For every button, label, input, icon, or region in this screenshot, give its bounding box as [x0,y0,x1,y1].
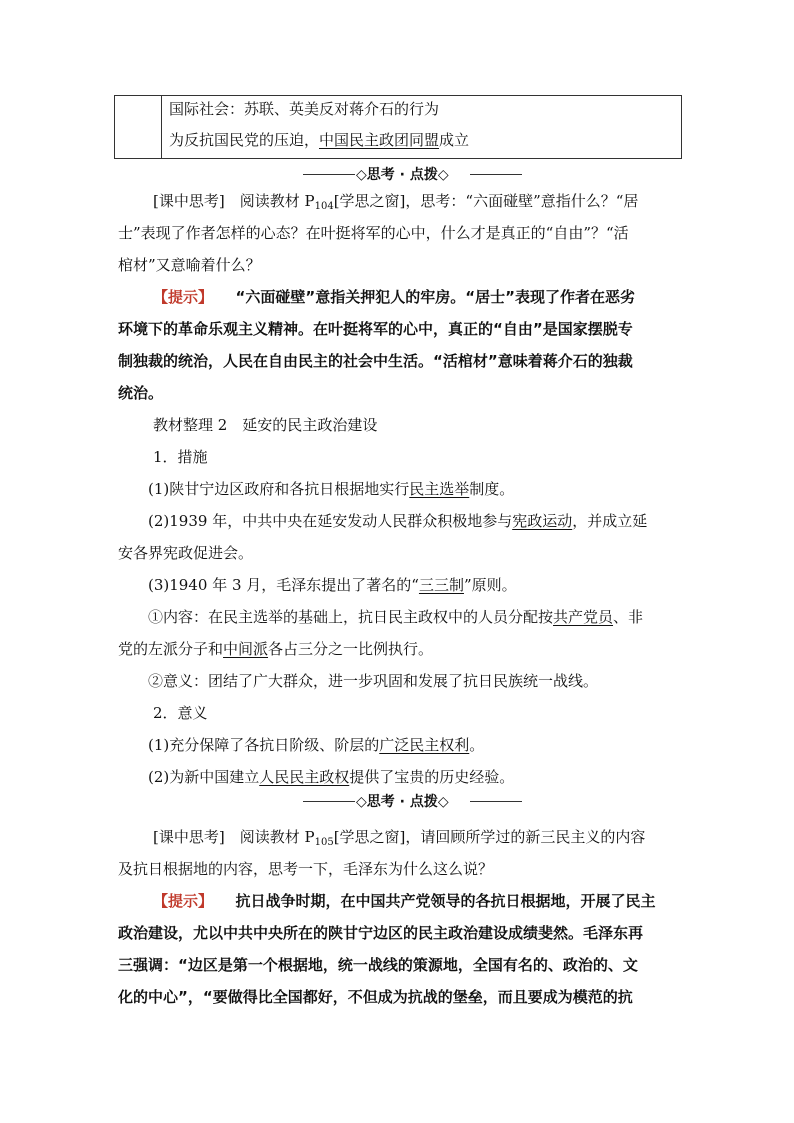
significance-item-1: (1)充分保障了各抗日阶级、阶层的广泛民主权利。 [148,736,485,754]
underlined-term: 中国民主政团同盟 [319,131,440,149]
answer-1-line-1: 【提示】 “六面碰壁”意指关押犯人的牢房。“居士”表现了作者在恶劣 [153,288,635,306]
underlined-term: 三三制 [418,576,464,594]
question-1-line-2: 士”表现了作者怎样的心态？在叶挺将军的心中，什么才是真正的“自由”？“活 [118,224,629,242]
content-point: ①内容：在民主选举的基础上，抗日民主政权中的人员分配按共产党员、非 [148,608,644,626]
answer-2-line-4: 化的中心”，“要做得比全国都好，不但成为抗战的堡垒，而且要成为模范的抗 [118,988,633,1006]
significance-point: ②意义：团结了广大群众，进一步巩固和发展了抗日民族统一战线。 [148,672,599,690]
heading-significance: 2．意义 [153,704,208,722]
underlined-term: 中间派 [223,640,269,658]
underlined-term: 人民民主政权 [259,768,350,786]
answer-1-line-3: 制独裁的统治，人民在自由民主的社会中生活。“活棺材”意味着蒋介石的独裁 [118,352,633,370]
underlined-term: 宪政运动 [512,512,573,530]
content-point-line-2: 党的左派分子和中间派各占三分之一比例执行。 [118,640,434,658]
answer-1-line-2: 环境下的革命乐观主义精神。在叶挺将军的心中，真正的“自由”是国家摆脱专 [118,320,633,338]
hint-tag: 【提示】 [153,288,206,306]
answer-2-line-3: 三强调：“边区是第一个根据地，统一战线的策源地，全国有名的、政治的、文 [118,956,638,974]
measure-item-2-line-2: 安各界宪政促进会。 [118,544,254,562]
question-1-line-1: [课中思考] 阅读教材 $P_{104}$[学思之窗]，思考：“六面碰壁”意指什么？“居 [153,192,639,212]
answer-2-line-1: 【提示】 抗日战争时期，在中国共产党领导的各抗日根据地，开展了民主 [153,892,656,910]
question-2-line-2: 及抗日根据地的内容，思考一下，毛泽东为什么这么说？ [118,860,494,878]
table-cell [169,96,675,158]
underlined-term: 共产党员 [553,608,614,626]
question-1-line-3: 棺材”又意喻着什么？ [118,256,261,274]
section-divider-2: ◇思考 · 点拨◇ [0,791,794,811]
underlined-term: 广泛民主权利 [379,736,470,754]
underlined-term: 民主选举 [409,480,470,498]
section-title: 教材整理 2 延安的民主政治建设 [153,416,378,434]
answer-2-line-2: 政治建设，尤以中共中央所在的陕甘宁边区的民主政治建设成绩斐然。毛泽东再 [118,924,644,942]
table-row-2: 为反抗国民党的压迫，中国民主政团同盟成立 [169,131,470,149]
answer-1-line-4: 统治。 [118,384,164,402]
heading-measures: 1．措施 [153,448,208,466]
measure-item-1: (1)陕甘宁边区政府和各抗日根据地实行民主选举制度。 [148,480,515,498]
section-divider-1: ◇思考 · 点拨◇ [0,164,794,184]
measure-item-2: (2)1939 年，中共中央在延安发动人民群众积极地参与宪政运动，并成立延 [148,512,648,530]
table-row-1: 国际社会：苏联、英美反对蒋介石的行为 [169,100,440,118]
table-column-divider [161,96,162,158]
question-2-line-1: [课中思考] 阅读教材 $P_{105}$[学思之窗]，请回顾所学过的新三民主义的内容 [153,828,646,848]
measure-item-3: (3)1940 年 3 月，毛泽东提出了著名的“三三制”原则。 [148,576,517,594]
significance-item-2: (2)为新中国建立人民民主政权提供了宝贵的历史经验。 [148,768,515,786]
hint-tag: 【提示】 [153,892,206,910]
summary-table [114,95,682,159]
question-tag: [课中思考] [153,192,225,210]
question-tag: [课中思考] [153,828,225,846]
